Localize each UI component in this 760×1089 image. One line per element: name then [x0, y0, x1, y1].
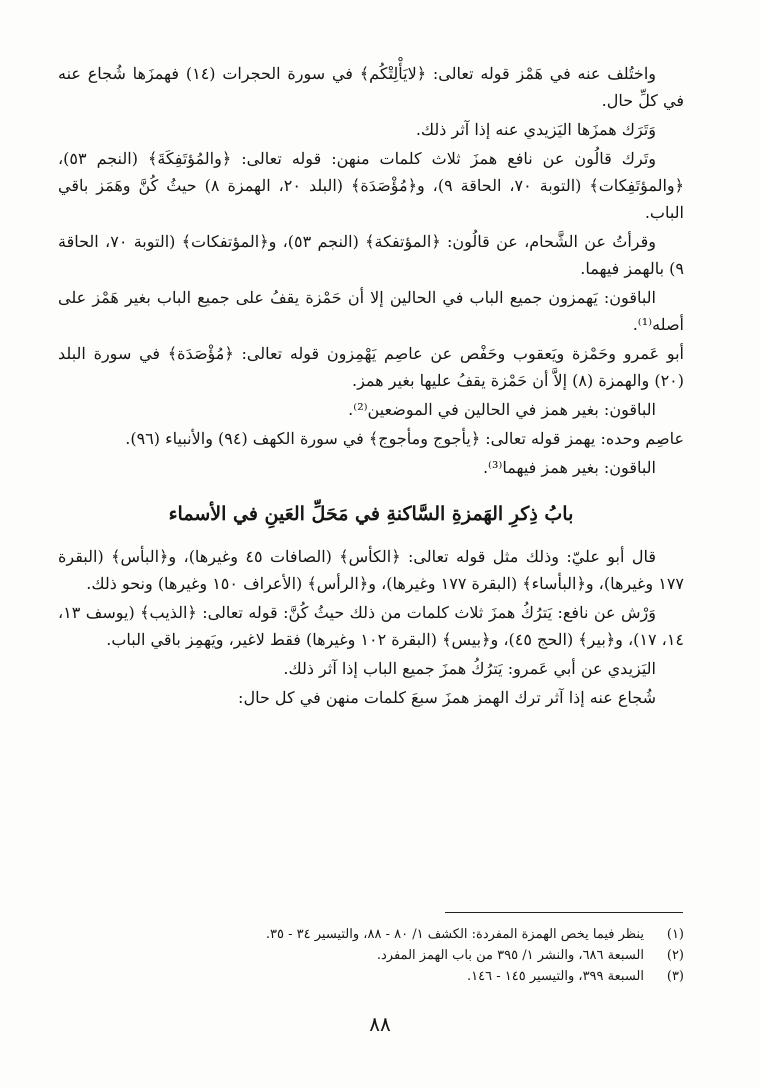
footnote-divider [445, 912, 683, 913]
footnote [160, 966, 684, 987]
section-heading: بابُ ذِكرِ الهَمزةِ السَّاكنةِ في مَحَلِّ العَينِ في الأسماء [168, 503, 574, 525]
paragraph: قال أبو عليّ: وذلك مثل قوله تعالى: ﴿الكأس﴾ (الصافات ٤٥ وغيرها)، و﴿البأس﴾ (البقرة ١٧٧ وغيرها)، و﴿البأساء﴾ (البقرة ١٧٧ وغيرها)، و﴿الرأس﴾ (الأعراف ١٥٠ وغيرها) ونحو ذلك. [58, 547, 684, 593]
page-body [58, 60, 684, 713]
paragraph: اليَزيدي عن أبي عَمرو: يَترُكُ همزَ جميع الباب إذا آثر ذلك. [283, 659, 656, 678]
footnote-number: (٣) [666, 969, 684, 984]
footnote [160, 924, 684, 945]
footnote-text: ينظر فيما يخص الهمزة المفردة: الكشف ١/ ٨٠ - ٨٨، والتيسير ٣٤ - ٣٥. [265, 927, 644, 942]
footnotes [160, 924, 684, 987]
footnote-text: السبعة ٣٩٩، والتيسير ١٤٥ - ١٤٦. [467, 969, 644, 984]
paragraph: وقرأتُ عن الشَّحام، عن قالُون: ﴿المؤتفكة﴾ (النجم ٥٣)، و﴿المؤتفكات﴾ (التوبة ٧٠، الحاقة ٩) بالهمز فيهما. [58, 232, 684, 278]
paragraph: عاصِم وحده: يهمز قوله تعالى: ﴿يأجوج ومأجوج﴾ في سورة الكهف (٩٤) والأنبياء (٩٦). [125, 429, 684, 448]
paragraph: أبو عَمرو وحَمْزة ويَعقوب وحَفْص عن عاصِم يَهْمِزون قوله تعالى: ﴿مُؤْصَدَة﴾ في سورة البلد (٢٠) والهمزة (٨) إلاَّ أن حَمْزة يقفُ عليها بغير همز. [58, 344, 684, 390]
paragraph: واختُلف عنه في هَمْز قوله تعالى: ﴿لايَأْلِتْكُم﴾ في سورة الحجرات (١٤) فهمزَها شُجاع عنه في كلِّ حال. [58, 64, 684, 110]
footnote-number: (٢) [666, 948, 684, 963]
paragraph: الباقون: بغير همز فيهما⁽³⁾. [482, 458, 656, 477]
paragraph: وتَرك قالُون عن نافع همزَ ثلاث كلمات منهن: قوله تعالى: ﴿والمُؤتَفِكَةَ﴾ (النجم ٥٣)، ﴿والمؤتَفِكات﴾ (التوبة ٧٠، الحاقة ٩)، و﴿مُؤْصَدَة﴾ (البلد ٢٠، الهمزة ٨) حيثُ كُنَّ وهَمَز باقي الباب. [58, 149, 685, 222]
paragraph: الباقون: بغير همز في الحالين في الموضعين⁽²⁾. [348, 400, 656, 419]
footnote-text: السبعة ٦٨٦، والنشر ١/ ٣٩٥ من باب الهمز المفرد. [376, 948, 644, 963]
paragraph: وَرْش عن نافع: يَترُكُ همزَ ثلاث كلمات من ذلك حيثُ كُنَّ: قوله تعالى: ﴿الذيب﴾ (يوسف ١٣، ١٤، ١٧)، و﴿بير﴾ (الحج ٤٥)، و﴿بيس﴾ (البقرة ١٠٢ وغيرها) فقط لاغير، ويَهمِز باقي الباب. [58, 603, 684, 649]
footnote-number: (١) [666, 927, 684, 942]
paragraph: وَتَرَك همزَها اليَزيدي عنه إذا آثر ذلك. [415, 120, 656, 139]
paragraph: الباقون: يَهمزون جميع الباب في الحالين إلا أن حَمْزة يقفُ على جميع الباب بغير هَمْز على أصله⁽¹⁾. [58, 288, 684, 334]
paragraph: شُجاع عنه إذا آثر ترك الهمز همزَ سبعَ كلمات منهن في كل حال: [238, 688, 656, 707]
footnote [160, 945, 684, 966]
page-number: ٨٨ [369, 1012, 391, 1036]
